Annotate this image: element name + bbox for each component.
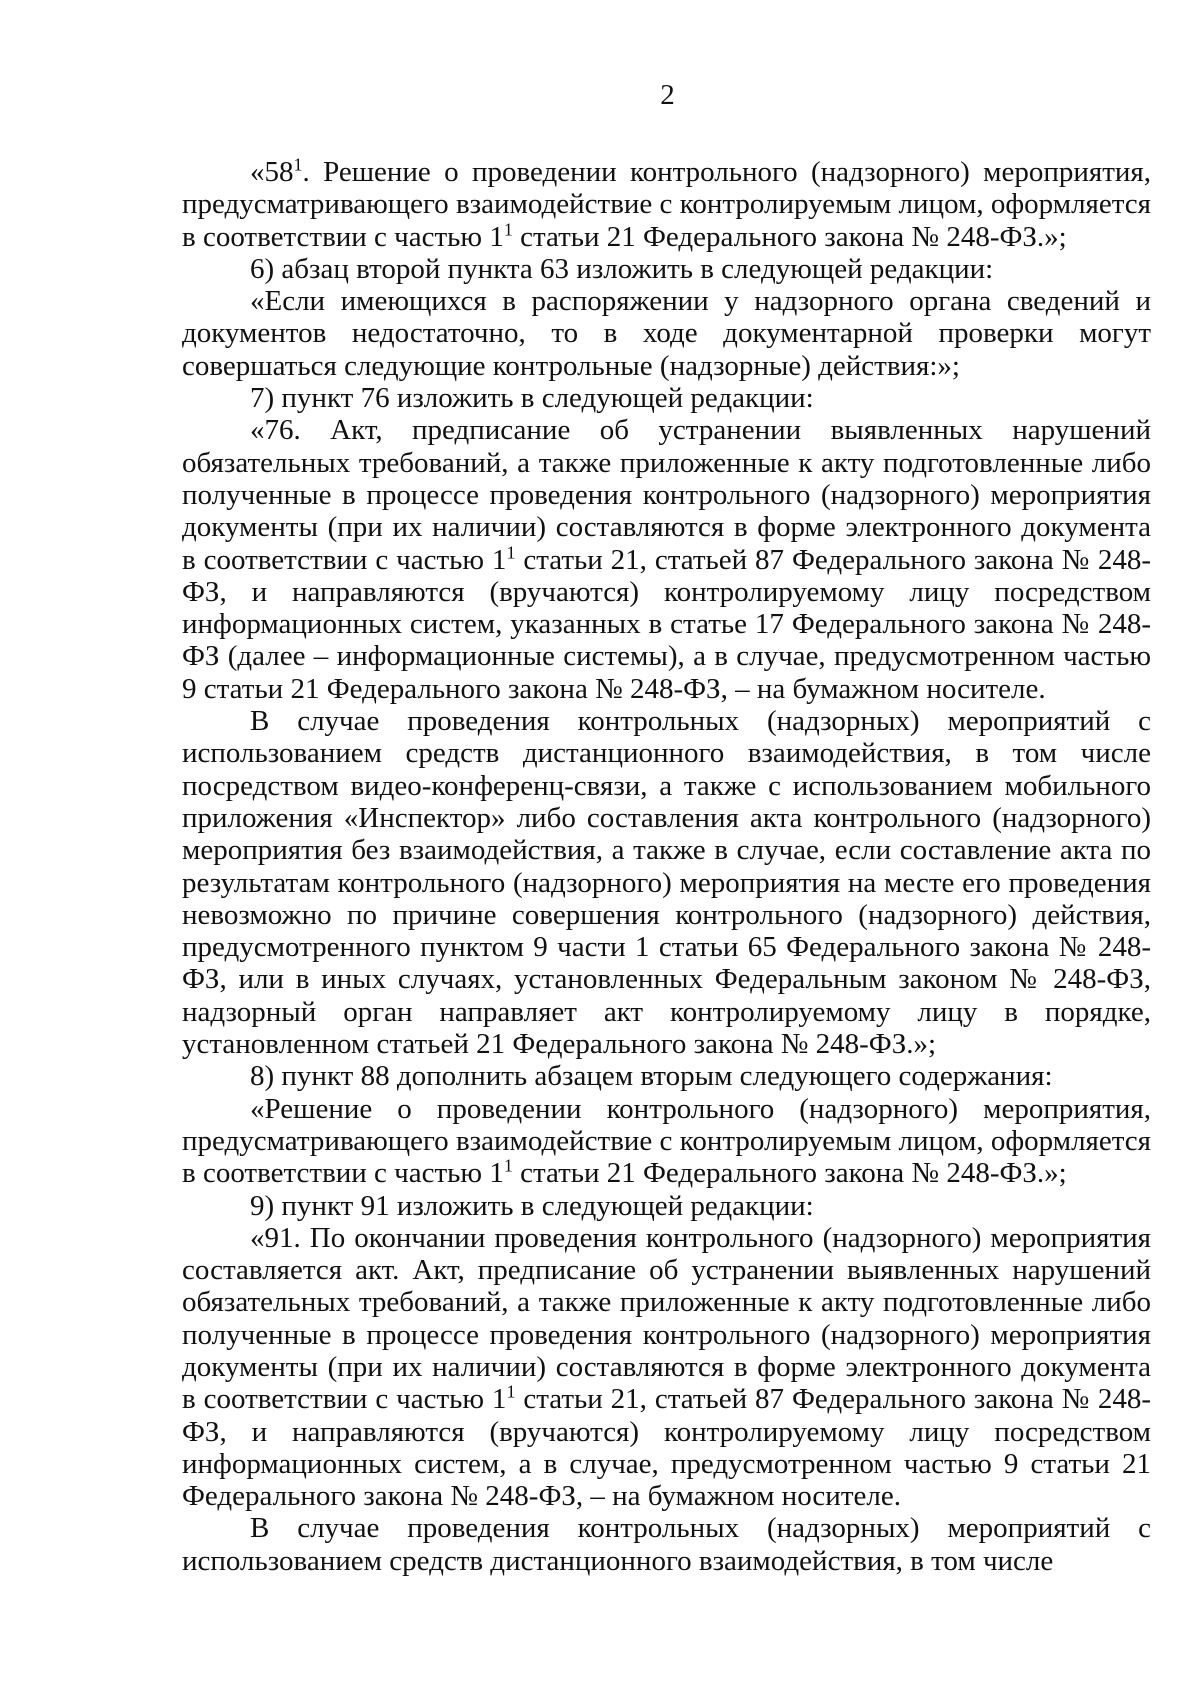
paragraph-text: статьи 21 Федерального закона № 248-ФЗ.»; <box>512 220 1067 253</box>
superscript: 1 <box>503 1155 513 1176</box>
superscript: 1 <box>503 218 513 239</box>
superscript: 1 <box>293 154 303 175</box>
superscript: 1 <box>506 1381 516 1402</box>
paragraph-58-1 <box>182 156 1151 253</box>
paragraph-text: статьи 21, статьей 87 Федерального закона № 248-ФЗ, и направляются (вручаются) контролируемому лицу посредством информационных систем, указанных в статье 17 Федерального закона № 248-ФЗ (далее – информационные системы), а в случае, предусмотренном частью 9 статьи 21 Федерального закона № 248-ФЗ, – на бумажном носителе. <box>182 543 1152 705</box>
paragraph-item-9: 9) пункт 91 изложить в следующей редакции: <box>250 1189 814 1222</box>
superscript: 1 <box>506 541 516 562</box>
paragraph-text: статьи 21, статьей 87 Федерального закона № 248-ФЗ, и направляются (вручаются) контролируемому лицу посредством информационных систем, а в случае, предусмотренном частью 9 статьи 21 Федерального закона № 248-ФЗ, – на бумажном носителе. <box>182 1383 1152 1513</box>
paragraph-91 <box>182 1222 1151 1513</box>
paragraph-item-8: 8) пункт 88 дополнить абзацем вторым следующего содержания: <box>250 1060 1053 1093</box>
paragraph-decision-88 <box>182 1093 1151 1190</box>
paragraph-text: . Решение о проведении контрольного (надзорного) мероприятия, предусматривающего взаимодействие с контролируемым лицом, оформляется в соответствии с частью 1 <box>182 156 1151 253</box>
paragraph-text: «91. По окончании проведения контрольного (надзорного) мероприятия составляется акт. Акт, предписание об устранении выявленных нарушений обязательных требований, а также приложенные к акту подготовленные либо полученные в процессе проведения контрольного (надзорного) мероприятия документы (при их наличии) составляются в форме электронного документа в соответствии с частью 1 <box>182 1221 1151 1416</box>
paragraph-text: «Решение о проведении контрольного (надзорного) мероприятия, предусматривающего взаимодействие с контролируемым лицом, оформляется в соответствии с частью 1 <box>182 1092 1151 1190</box>
paragraph-text: «58 <box>250 156 294 188</box>
paragraph-remote-case-2: В случае проведения контрольных (надзорных) мероприятий с использованием средств дистанционного взаимодействия, в том числе <box>182 1512 1151 1577</box>
paragraph-item-6: 6) абзац второй пункта 63 изложить в следующей редакции: <box>250 252 994 285</box>
paragraph-76 <box>182 414 1151 705</box>
document-body <box>182 156 1151 1577</box>
paragraph-remote-case-1: В случае проведения контрольных (надзорных) мероприятий с использованием средств дистанционного взаимодействия, в том числе посредством видео-конференц-связи, а также с использованием мобильного приложения «Инспектор» либо составления акта контрольного (надзорного) мероприятия без взаимодействия, а также в случае, если составление акта по результатам контрольного (надзорного) мероприятия на месте его проведения невозможно по причине совершения контрольного (надзорного) действия, предусмотренного пунктом 9 части 1 статьи 65 Федерального закона № 248-ФЗ, или в иных случаях, установленных Федеральным законом № 248-ФЗ, надзорный орган направляет акт контролируемому лицу в порядке, установленном статьей 21 Федерального закона № 248-ФЗ.»; <box>182 705 1151 1061</box>
page-number: 2 <box>660 79 675 111</box>
paragraph-text: статьи 21 Федерального закона № 248-ФЗ.»; <box>512 1157 1067 1190</box>
paragraph-text: «76. Акт, предписание об устранении выявленных нарушений обязательных требований, а также приложенные к акту подготовленные либо полученные в процессе проведения контрольного (надзорного) мероприятия документы (при их наличии) составляются в форме электронного документа в соответствии с частью 1 <box>182 414 1151 576</box>
paragraph-item-7: 7) пункт 76 изложить в следующей редакции: <box>250 382 814 415</box>
paragraph-quote-63: «Если имеющихся в распоряжении у надзорного органа сведений и документов недостаточно, то в ходе документарной проверки могут совершаться следующие контрольные (надзорные) действия:»; <box>182 285 1151 382</box>
